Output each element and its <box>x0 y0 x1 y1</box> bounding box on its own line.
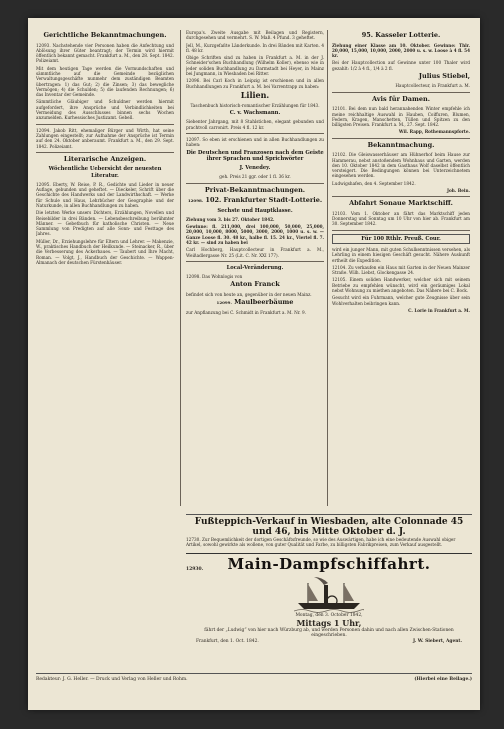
lottery-title: 12098. 102. Frankfurter Stadt-Lotterie. <box>187 196 323 205</box>
imprint: Redakteur: J. G. Heller. — Druck und Verlag von Heller und Rohm. <box>36 677 188 682</box>
book-author: J. Venedey. <box>239 165 271 172</box>
section-heading: Literarische Anzeigen. <box>63 154 147 163</box>
column-right <box>332 30 470 510</box>
notice: Siebenter Jahrgang, mit 8 Stahlstichen, elegant gebunden und prachtvoll carronirt. Preis 4 fl. 12 kr. <box>186 119 324 130</box>
column-left <box>36 30 174 660</box>
notice: 12103. Vom 1. Oktober an fährt das Marktschiff jeden Donnerstag und Sonntag um 10 Uhr von hier ab. Frankfurt am 30. September 1842. <box>332 210 470 227</box>
ad-number: 12930. <box>186 567 204 572</box>
section-heading: Gerichtliche Bekanntmachungen. <box>43 31 167 39</box>
column-rule <box>327 30 328 506</box>
notice: Ziehung einer Klasse am 10. Oktober. Gewinne: Thlr. 20,000, 15,000, 10,000, 2000, 2000 u. s. w. Loose à 4 fl. 54 kr. <box>332 42 470 59</box>
book-author: C. v. Wachsmann. <box>229 110 281 117</box>
section-heading: Privat-Bekanntmachungen. <box>204 185 306 194</box>
section-heading: Local-Veränderung. <box>226 264 284 271</box>
notice: zur Anpflanzung bei C. Schmidt in Frankfurt a. M. Nr. 9. <box>186 309 306 315</box>
merchant-name: Anton Franck <box>230 280 280 289</box>
seller-name: Julius Stiebel, <box>418 71 470 80</box>
lottery-seller: Carl Hochberg, Hauptcollecteur in Frankfurt a. M., Weißadlergasse Nr. 25 (Lit. C. Nr. XXI 177). <box>186 247 324 258</box>
notice: 12102. Die Gleiswasserhäuser am Hühnerhof beim Hause zur Hammerau, nebst anstoßendem Wohnhaus und Garten, werden den 10. Oktober 1842 in dem Gasthaus Wolf daselbst öffentlich versteigert. Die Bedingungen können bei Unterzeichnetem eingesehen werden. <box>332 152 470 179</box>
section-heading: 95. Kasseler Lotterie. <box>361 31 441 39</box>
departure-time: Mittags 1 Uhr, <box>296 617 362 628</box>
section-heading: Avis für Damen. <box>371 94 430 103</box>
section-heading: Abfahrt Sonaue Marktschiff. <box>349 199 453 208</box>
notice: 12105. Einem soliden Handwerker, welcher sich mit seinem Betriebe zu empfehlen wünscht, wird ein geräumiges Lokal nebst Wohnung zu miethen angeboten. Das Nähere bei C. Bock. <box>332 277 470 294</box>
notice: geh. Preis 21 ggr. oder 1 fl. 36 kr. <box>219 174 291 180</box>
divider <box>186 133 324 134</box>
notice: Müller, Dr., Erziehungslehre für Eltern und Lehrer. — Makenzie, W., praktisches Handbuch der Heilkunde. — Steinacker, R., über die Verbesserung des Ackerbaues. — Taubert und Ihre Macht, Roman. — Volgt, J., Handbuch der Geschichte. — Wappen-Almanach der deutschen Fürstenhäuser. <box>36 238 174 265</box>
lottery-date: Ziehung vom 3. bis 27. Oktober 1842. <box>186 216 275 222</box>
book-title: Die Deutschen und Franzosen nach dem Geiste ihrer Sprachen und Sprichwörter <box>186 149 324 162</box>
lottery-subtitle: Sechste und Hauptklasse. <box>217 207 293 214</box>
notice: Hauptcollecteur, in Frankfurt a. M. <box>395 83 470 89</box>
notice: 12101. Bei dem nun bald herannahenden Winter empfehle ich meine reichhaltige Auswahl in Hauben, Coiffuren, Blumen, Federn, Kragen, Manschetten, Tüllen und Spitzen zu den billigsten Preisen. Frankfurt a. M., 27. Sept. 1842. <box>332 106 470 128</box>
ad-title: Fußteppich-Verkauf in Wiesbaden, alte Colonnade 45 und 46, bis Mitte Oktober d. J. <box>194 517 464 537</box>
steamship-ad <box>186 553 472 644</box>
departure-date: Montag, den 3. October 1842, <box>295 613 363 618</box>
divider <box>332 230 470 231</box>
notice: 12094. Jakob Ritt, ehemaliger Bürger und Wirth, hat seine Zahlungen eingestellt; zur Aufnahme der Ansprüche ist Termin auf den 24. Oktober anberaumt. Frankfurt a. M., den 29. Sept. 1842. Polizeiamt. <box>36 127 174 149</box>
section-heading: Für 100 Rthlr. Preuß. Cour. <box>332 234 470 244</box>
column-middle <box>186 30 324 510</box>
divider <box>332 92 470 93</box>
book-title: Lilien. <box>240 89 270 100</box>
seller-name: C. Lorie in Frankfurt a. M. <box>408 307 470 313</box>
ad-body: 12730. Zur Bequemlichkeit der dortigen Geschäftsfreunde, so wie des Auswärtigen, habe ich eine bedeutende Auswahl obiger Artikel, sowohl gewirkte als wollene, von guter Qualität und Farbe, zu billigsten Fabrikpreisen, zum Verkauf ausgestellt. <box>186 537 456 548</box>
column-rule <box>180 30 181 506</box>
ad-title: 12099. Maulbeerbäume <box>216 298 294 307</box>
notice: 12104. Zu verkaufen ein Haus mit Garten in der Neuen Mainzer Straße. Wilh. Liebst, Glockengasse 24. <box>332 264 470 276</box>
divider <box>186 183 324 184</box>
ad-title: Main-Dampfschiffahrt. <box>227 555 431 573</box>
lottery-prizes: Gewinne: fl. 211,000, drei 100,000, 50,000, 25,000, 20,000, 10,000, 8000, 5000, 3000, 2000, 1000 u. s. w. — Ganze Loose fl. 30. 48 kr., halbe fl. 15. 24 kr., Viertel fl. 7. 42 kr. — sind zu haben bei <box>186 224 324 245</box>
divider <box>332 138 470 139</box>
subsection-heading: Wöchentliche Uebersicht der neuesten Literatur. <box>48 166 162 179</box>
divider <box>36 124 174 125</box>
notice: wird ein junger Mann, mit guten Schulkenntnissen versehen, als Lehrling in einem hiesigen Geschäft gesucht. Nähere Auskunft ertheilt die Expedition. <box>332 246 470 263</box>
notice: Bei der Hauptcollection auf Gewinne unter 100 Thaler wird gezahlt: 1/2 à 4 fl., 1/4 à 2 fl. <box>332 60 470 71</box>
carpet-sale-ad <box>186 514 472 547</box>
page-footer <box>36 673 472 682</box>
notice: Sämmtliche Gläubiger und Schuldner werden hiermit aufgefordert, ihre Ansprüche und Verbindlichkeiten bei Vermeidung des Ausschlusses binnen sechs Wochen anzumelden. Kurhessisches Justizamt. Gebell. <box>36 99 174 121</box>
seller-name: Joh. Bein. <box>446 188 470 194</box>
notice: 12096. Bei Carl Koch in Leipzig ist erschienen und in allen Buchhandlungen zu Frankfurt a. M. bei Varrentrapp zu haben: <box>186 78 324 89</box>
notice: Ludwigshafen, den 4. September 1842. <box>332 180 416 186</box>
notice: Europa's. Zweite Ausgabe mit Beilagen und Registern, durchgesehen und vermehrt. S. W. Maß. 4 Pfund. 3 geheftet. <box>186 30 324 41</box>
notice: 12097. So eben ist erschienen und in allen Buchhandlungen zu haben: <box>186 137 324 148</box>
notice: Obige Schriften sind zu haben in Frankfurt a. M. in der J. Schneider'schen Buchhandlung (Wilhelm Koller), ebenso wie in jeder soliden Buchhandlung zu Darmstadt bei Heyer, in Mainz bei Jungmann, in Wiesbaden bei Ritter. <box>186 55 324 77</box>
notice: 12093. Nachstehende vier Personen haben die Anfechtung und Ablösung ihrer Güter beantragt; der Termin wird hiermit öffentlich bekannt gemacht. Frankfurt a. M., den 28. Sept. 1842. Polizeiamt. <box>36 42 174 64</box>
newspaper-page <box>28 18 480 710</box>
notice: Die letzten Werke unsers Dichters, Erzählungen, Novellen und Reisebilder in drei Bänden. — Lebensbeschreibung berühmter Männer. — Gebetbuch für katholische Christen. — Neue Sammlung von Predigten auf alle Sonn- und Festtage des Jahres. <box>36 210 174 237</box>
divider <box>332 196 470 197</box>
section-heading: Bekanntmachung. <box>367 140 435 149</box>
notice: Mit dem heutigen Tage werden die Vormundschaften und sämmtliche auf die Gemeinde bezüglichen Verwaltungsgeschäfte nunmehr dem zuständigen Beamten übertragen: 1) das Gut; 2) die Zinsen; 3) das bewegliche Vermögen; 4) die Schulden; 5) die laufenden Rechnungen; 6) das Inventar der Gemeinde. <box>36 65 174 98</box>
steamship-icon <box>294 575 364 613</box>
notice: 12095. Eberty, W. Reise, P. R., Gedichte und Lieder in neuer Auflage, gebunden und geheftet. — Dieckeler, Schrift über die Geschichte des Handwerks und der Landwirthschaft. — Werke für Schule und Haus, Lehrbücher der Geographie und der Naturkunde, in allen Buchhandlungen zu haben. <box>36 181 174 208</box>
date-line: Frankfurt, den 1. Oct. 1842. <box>196 638 259 644</box>
route-text: fährt der „Ludwig“ von hier nach Würzburg ab, und werden Personen dahin und nach allen Zwischen-Stationen eingeschrieben. <box>204 627 454 638</box>
book-subtitle: Taschenbuch historisch-romantischer Erzählungen für 1843. <box>190 102 320 108</box>
seller-name: Wil. Rapp, Rothemannspforte. <box>398 129 470 135</box>
notice: Jell, M., Kurzgefaßte Länderkunde. In drei Bänden mit Karten. 4 fl. 48 kr. <box>186 42 324 53</box>
notice: 12098. Das Wohnlogis von <box>186 274 243 280</box>
notice: befindet sich von heute an, gegenüber in der neuen Mainz. <box>186 291 312 297</box>
notice: Gesucht wird ein Fuhrmann, welcher gute Zeugnisse über sein Wohlverhalten beibringen kann. <box>332 295 470 306</box>
divider <box>36 152 174 153</box>
supplement-note: (Hierbei eine Beilage.) <box>414 677 472 682</box>
agent-name: J. W. Siebert, Agent. <box>412 638 462 644</box>
divider <box>186 261 324 262</box>
